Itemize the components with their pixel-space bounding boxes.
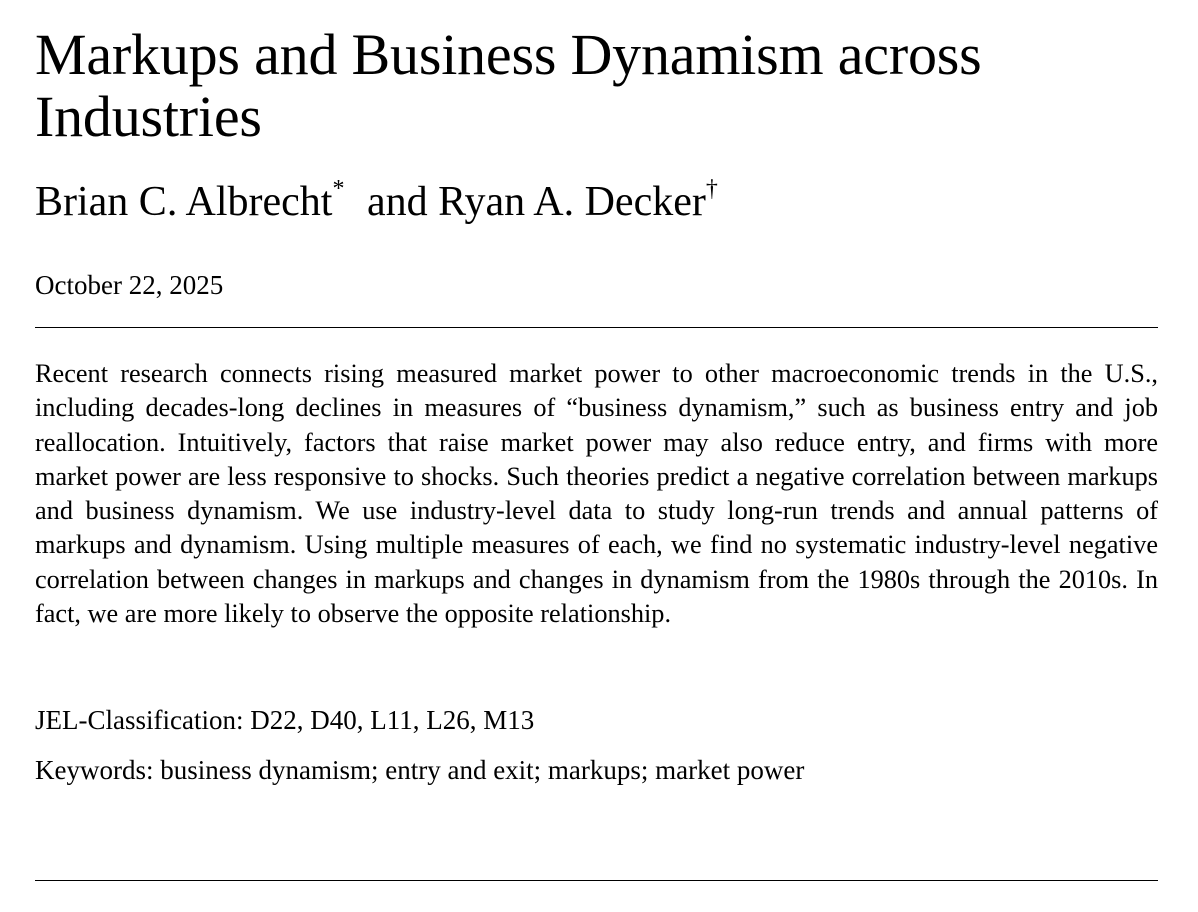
jel-classification: JEL-Classification: D22, D40, L11, L26, M13: [35, 705, 535, 735]
author-footnote-mark-1[interactable]: *: [332, 176, 345, 202]
author-footnote-mark-2[interactable]: †: [705, 176, 718, 202]
abstract-text: Recent research connects rising measured market power to other macroeconomic trends in the U.S., including decades-long declines in measures of “business dynamism,” such as business entry and job reallocation. Intuitively, factors that raise market power may also reduce entry, and firms with more market power are less responsive to shocks. Such theories predict a negative correlation between markups and business dynamism. We use industry-level data to study long-run trends and annual patterns of markups and dynamism. Using multiple measures of each, we find no systematic industry-level negative correlation between changes in markups and changes in dynamism from the 1980s through the 2010s. In fact, we are more likely to observe the opposite relationship.: [35, 359, 1158, 629]
bottom-divider: [35, 880, 1158, 881]
author-name-1: Brian C. Albrecht: [35, 179, 333, 225]
paper-title: Markups and Business Dynamism across Industries: [35, 22, 982, 149]
author-line: [35, 176, 718, 228]
keywords: Keywords: business dynamism; entry and exit; markups; market power: [35, 755, 805, 785]
publication-date: October 22, 2025: [35, 270, 224, 300]
author-connector: and: [366, 179, 428, 225]
paper-page: [35, 0, 1158, 912]
top-divider: [35, 327, 1158, 328]
author-name-2: Ryan A. Decker: [438, 179, 706, 225]
